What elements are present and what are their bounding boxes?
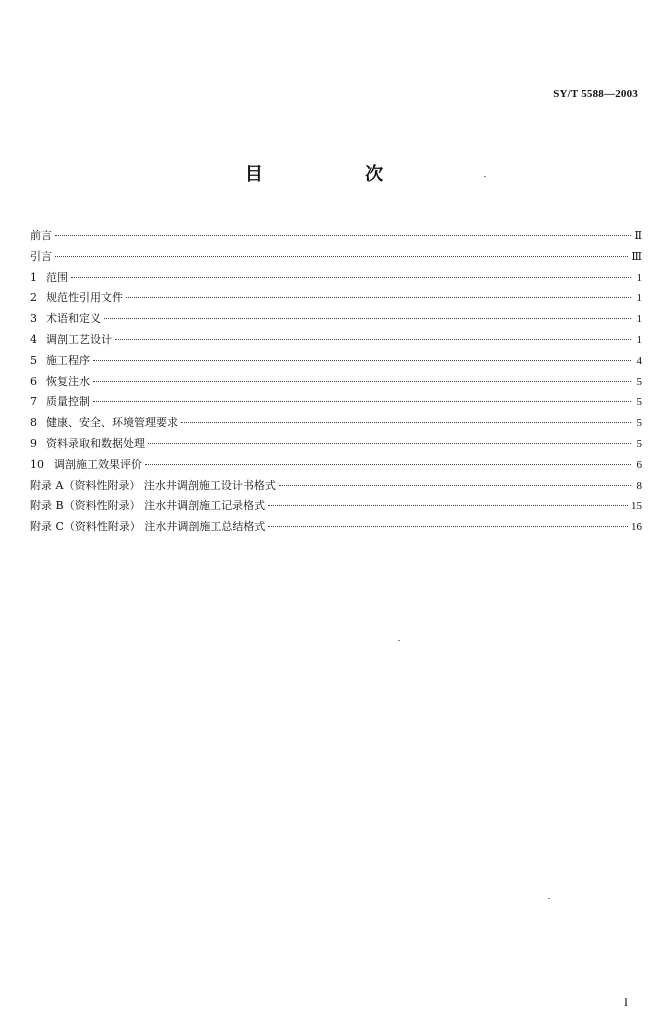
toc-entry-label: 前言	[30, 229, 52, 242]
toc-entry-appendix-c[interactable]	[30, 517, 642, 538]
toc-entry-page: Ⅱ	[634, 230, 642, 242]
toc-entry-section-8[interactable]	[30, 413, 642, 434]
scan-speck	[484, 176, 486, 177]
toc-entry-section-10[interactable]	[30, 455, 642, 476]
table-of-contents	[30, 226, 642, 538]
toc-entry-label: 规范性引用文件	[46, 291, 123, 305]
toc-dot-leader	[279, 485, 631, 486]
page-title: 目 次	[244, 164, 432, 185]
toc-entry-section-2[interactable]	[30, 288, 642, 309]
toc-entry-label: 调剖工艺设计	[46, 332, 112, 346]
toc-entry-label: 附录 C（资料性附录） 注水井调剖施工总结格式	[30, 520, 266, 534]
toc-entry-number: 4	[30, 332, 37, 346]
toc-entry-number: 8	[30, 416, 37, 430]
toc-entry-appendix-b[interactable]	[30, 496, 642, 517]
toc-entry-section-9[interactable]	[30, 434, 642, 455]
toc-entry-number: 3	[30, 312, 37, 326]
toc-dot-leader	[268, 526, 628, 527]
toc-entry-page: 1	[636, 313, 642, 326]
toc-entry-label: 健康、安全、环境管理要求	[46, 416, 178, 430]
toc-entry-label: 引言	[30, 249, 52, 263]
toc-entry-page: 5	[636, 396, 642, 409]
scan-speck	[548, 898, 550, 899]
toc-dot-leader	[93, 381, 631, 382]
toc-entry-page: 1	[636, 333, 642, 346]
toc-dot-leader	[55, 235, 631, 236]
toc-entry-number: 10	[30, 457, 44, 471]
toc-entry-page: 1	[636, 292, 642, 305]
toc-entry-label: 附录 B（资料性附录） 注水井调剖施工记录格式	[30, 499, 266, 513]
toc-entry-label: 施工程序	[46, 353, 90, 367]
page-number: I	[624, 995, 628, 1009]
toc-entry-label: 恢复注水	[46, 374, 90, 388]
scan-speck	[398, 640, 400, 641]
toc-dot-leader	[145, 464, 631, 465]
toc-entry-number: 9	[30, 436, 37, 450]
toc-dot-leader	[104, 318, 631, 319]
toc-entry-number: 6	[30, 374, 37, 388]
toc-entry-section-3[interactable]	[30, 309, 642, 330]
toc-dot-leader	[93, 360, 631, 361]
toc-entry-appendix-a[interactable]	[30, 476, 642, 497]
toc-entry-page: Ⅲ	[631, 250, 642, 263]
toc-entry-page: 1	[636, 271, 642, 284]
toc-entry-section-1[interactable]	[30, 268, 642, 289]
toc-dot-leader	[268, 505, 628, 506]
toc-entry-page: 8	[636, 479, 642, 492]
toc-entry-section-7[interactable]	[30, 392, 642, 413]
toc-entry-page: 5	[636, 417, 642, 430]
toc-entry-label: 质量控制	[46, 395, 90, 409]
toc-entry-section-6[interactable]	[30, 372, 642, 393]
toc-entry-label: 附录 A（资料性附录） 注水井调剖施工设计书格式	[30, 478, 276, 492]
toc-entry-number: 2	[30, 291, 37, 305]
toc-entry-number: 5	[30, 353, 37, 367]
toc-entry-label: 调剖施工效果评价	[54, 457, 142, 471]
toc-dot-leader	[93, 401, 631, 402]
toc-dot-leader	[71, 277, 631, 278]
toc-entry-page: 15	[631, 500, 642, 513]
toc-entry-page: 16	[631, 521, 642, 534]
toc-entry-label: 范围	[46, 270, 68, 284]
toc-entry-page: 4	[636, 354, 642, 367]
toc-entry-section-4[interactable]	[30, 330, 642, 351]
toc-entry-page: 5	[636, 437, 642, 450]
toc-entry-introduction[interactable]	[30, 247, 642, 268]
toc-entry-page: 6	[636, 458, 642, 471]
toc-entry-number: 7	[30, 395, 37, 409]
toc-dot-leader	[55, 256, 628, 257]
toc-entry-page: 5	[636, 375, 642, 388]
toc-entry-label: 资料录取和数据处理	[46, 436, 145, 450]
toc-dot-leader	[126, 297, 631, 298]
toc-dot-leader	[181, 422, 631, 423]
toc-entry-foreword[interactable]	[30, 226, 642, 247]
toc-entry-number: 1	[30, 270, 37, 284]
toc-dot-leader	[115, 339, 631, 340]
toc-entry-label: 术语和定义	[46, 312, 101, 326]
document-code: SY/T 5588—2003	[553, 88, 638, 100]
toc-entry-section-5[interactable]	[30, 351, 642, 372]
toc-dot-leader	[148, 443, 631, 444]
